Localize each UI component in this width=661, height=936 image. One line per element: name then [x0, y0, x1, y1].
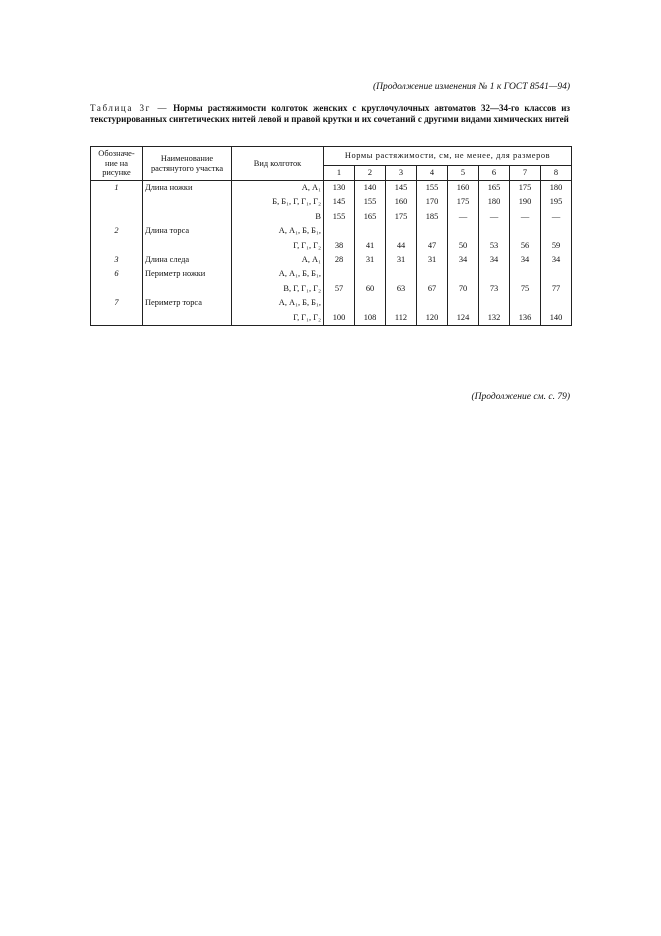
- row-value-size-1: 38: [324, 239, 355, 253]
- header-kind: Вид колготок: [232, 147, 324, 181]
- table-row: [91, 239, 572, 253]
- header-designation: Обозначе-ние на рисунке: [91, 147, 143, 181]
- row-value-size-4: [417, 224, 448, 238]
- row-value-size-1: 155: [324, 210, 355, 224]
- row-section-name: Периметр торса: [143, 296, 232, 310]
- row-kind: А, А₁, Б, Б₁,: [232, 296, 324, 310]
- row-designation: [91, 311, 143, 326]
- row-kind: А, А₁: [232, 253, 324, 267]
- row-value-size-6: 53: [479, 239, 510, 253]
- row-value-size-5: [448, 296, 479, 310]
- row-kind: Г, Г₁, Г₂: [232, 311, 324, 326]
- header-size-8: 8: [541, 166, 572, 181]
- row-value-size-1: 145: [324, 195, 355, 209]
- row-value-size-5: 34: [448, 253, 479, 267]
- header-section-name: Наименование растянутого участка: [143, 147, 232, 181]
- table-caption-prefix: Таблица 3г —: [90, 103, 169, 113]
- row-value-size-7: [510, 296, 541, 310]
- table-row: [91, 224, 572, 238]
- row-section-name: [143, 210, 232, 224]
- row-value-size-7: 175: [510, 181, 541, 196]
- row-value-size-7: 136: [510, 311, 541, 326]
- row-value-size-2: [355, 224, 386, 238]
- row-designation: 1: [91, 181, 143, 196]
- row-value-size-8: 34: [541, 253, 572, 267]
- row-value-size-6: 34: [479, 253, 510, 267]
- row-value-size-2: 31: [355, 253, 386, 267]
- row-section-name: [143, 239, 232, 253]
- row-value-size-7: 190: [510, 195, 541, 209]
- row-value-size-2: 155: [355, 195, 386, 209]
- row-value-size-3: 112: [386, 311, 417, 326]
- row-value-size-8: 180: [541, 181, 572, 196]
- table-row: [91, 296, 572, 310]
- row-value-size-7: 56: [510, 239, 541, 253]
- row-value-size-3: [386, 224, 417, 238]
- row-section-name: [143, 195, 232, 209]
- row-value-size-4: 47: [417, 239, 448, 253]
- row-value-size-6: 165: [479, 181, 510, 196]
- row-section-name: Длина торса: [143, 224, 232, 238]
- row-value-size-3: [386, 296, 417, 310]
- row-value-size-8: 59: [541, 239, 572, 253]
- row-value-size-1: 130: [324, 181, 355, 196]
- header-size-3: 3: [386, 166, 417, 181]
- row-value-size-4: 155: [417, 181, 448, 196]
- row-value-size-1: [324, 296, 355, 310]
- row-section-name: Длина ножки: [143, 181, 232, 196]
- row-kind: А, А₁, Б, Б₁,: [232, 224, 324, 238]
- table-row: [91, 282, 572, 296]
- row-value-size-5: 175: [448, 195, 479, 209]
- row-value-size-3: [386, 267, 417, 281]
- row-kind: Б, Б₁, Г, Г₁, Г₂: [232, 195, 324, 209]
- row-value-size-6: —: [479, 210, 510, 224]
- row-kind: В, Г, Г₁, Г₂: [232, 282, 324, 296]
- row-value-size-3: 145: [386, 181, 417, 196]
- row-value-size-7: 75: [510, 282, 541, 296]
- row-value-size-8: [541, 267, 572, 281]
- row-value-size-7: [510, 267, 541, 281]
- continuation-header-note: (Продолжение изменения № 1 к ГОСТ 8541—94): [372, 82, 570, 92]
- row-value-size-3: 44: [386, 239, 417, 253]
- row-value-size-5: 160: [448, 181, 479, 196]
- row-value-size-5: [448, 267, 479, 281]
- row-section-name: Длина следа: [143, 253, 232, 267]
- row-value-size-5: 50: [448, 239, 479, 253]
- row-value-size-3: 63: [386, 282, 417, 296]
- row-value-size-6: [479, 224, 510, 238]
- row-value-size-3: 175: [386, 210, 417, 224]
- header-size-5: 5: [448, 166, 479, 181]
- row-designation: [91, 210, 143, 224]
- row-designation: [91, 239, 143, 253]
- row-section-name: Периметр ножки: [143, 267, 232, 281]
- row-value-size-8: 77: [541, 282, 572, 296]
- row-value-size-6: [479, 296, 510, 310]
- row-value-size-7: —: [510, 210, 541, 224]
- row-kind: В: [232, 210, 324, 224]
- header-sizes-title: Нормы растяжимости, см, не менее, для размеров: [324, 147, 572, 166]
- row-value-size-1: 28: [324, 253, 355, 267]
- table-row: [91, 267, 572, 281]
- row-value-size-7: [510, 224, 541, 238]
- row-kind: А, А₁: [232, 181, 324, 196]
- row-designation: 6: [91, 267, 143, 281]
- row-designation: 3: [91, 253, 143, 267]
- row-value-size-6: 132: [479, 311, 510, 326]
- table-row: [91, 311, 572, 326]
- row-value-size-4: [417, 296, 448, 310]
- row-value-size-2: 108: [355, 311, 386, 326]
- row-section-name: [143, 311, 232, 326]
- row-value-size-2: 41: [355, 239, 386, 253]
- row-value-size-5: 124: [448, 311, 479, 326]
- row-value-size-3: 160: [386, 195, 417, 209]
- row-value-size-2: [355, 296, 386, 310]
- header-size-4: 4: [417, 166, 448, 181]
- header-size-6: 6: [479, 166, 510, 181]
- row-value-size-4: 120: [417, 311, 448, 326]
- row-value-size-2: 140: [355, 181, 386, 196]
- table-row: [91, 181, 572, 196]
- row-value-size-6: 180: [479, 195, 510, 209]
- table-body: [91, 181, 572, 326]
- row-value-size-2: [355, 267, 386, 281]
- row-value-size-6: 73: [479, 282, 510, 296]
- row-value-size-4: 31: [417, 253, 448, 267]
- row-designation: 7: [91, 296, 143, 310]
- row-value-size-1: 100: [324, 311, 355, 326]
- header-size-2: 2: [355, 166, 386, 181]
- row-value-size-5: [448, 224, 479, 238]
- table-row: [91, 195, 572, 209]
- row-value-size-8: [541, 224, 572, 238]
- row-value-size-5: 70: [448, 282, 479, 296]
- row-value-size-8: —: [541, 210, 572, 224]
- row-value-size-1: [324, 224, 355, 238]
- row-value-size-2: 60: [355, 282, 386, 296]
- table-row: [91, 210, 572, 224]
- row-value-size-2: 165: [355, 210, 386, 224]
- row-value-size-5: —: [448, 210, 479, 224]
- stretch-norms-table: [90, 146, 572, 326]
- row-kind: А, А₁, Б, Б₁,: [232, 267, 324, 281]
- row-value-size-1: [324, 267, 355, 281]
- row-value-size-4: 170: [417, 195, 448, 209]
- row-value-size-3: 31: [386, 253, 417, 267]
- table-caption: [90, 103, 570, 125]
- row-value-size-4: [417, 267, 448, 281]
- row-designation: 2: [91, 224, 143, 238]
- header-size-7: 7: [510, 166, 541, 181]
- table-caption-title: Нормы растяжимости колготок женских с круглочулочных автоматов 32—34-го классов из текстурированных синтетических нитей левой и правой крутки и их сочетаний с другими видами химических нитей: [90, 103, 570, 124]
- continuation-footer-note: (Продолжение см. с. 79): [471, 392, 570, 402]
- row-value-size-7: 34: [510, 253, 541, 267]
- row-value-size-4: 67: [417, 282, 448, 296]
- header-size-1: 1: [324, 166, 355, 181]
- table-row: [91, 253, 572, 267]
- row-value-size-1: 57: [324, 282, 355, 296]
- row-section-name: [143, 282, 232, 296]
- row-value-size-8: [541, 296, 572, 310]
- row-kind: Г, Г₁, Г₂: [232, 239, 324, 253]
- row-value-size-8: 140: [541, 311, 572, 326]
- row-value-size-4: 185: [417, 210, 448, 224]
- row-value-size-6: [479, 267, 510, 281]
- row-designation: [91, 195, 143, 209]
- row-value-size-8: 195: [541, 195, 572, 209]
- row-designation: [91, 282, 143, 296]
